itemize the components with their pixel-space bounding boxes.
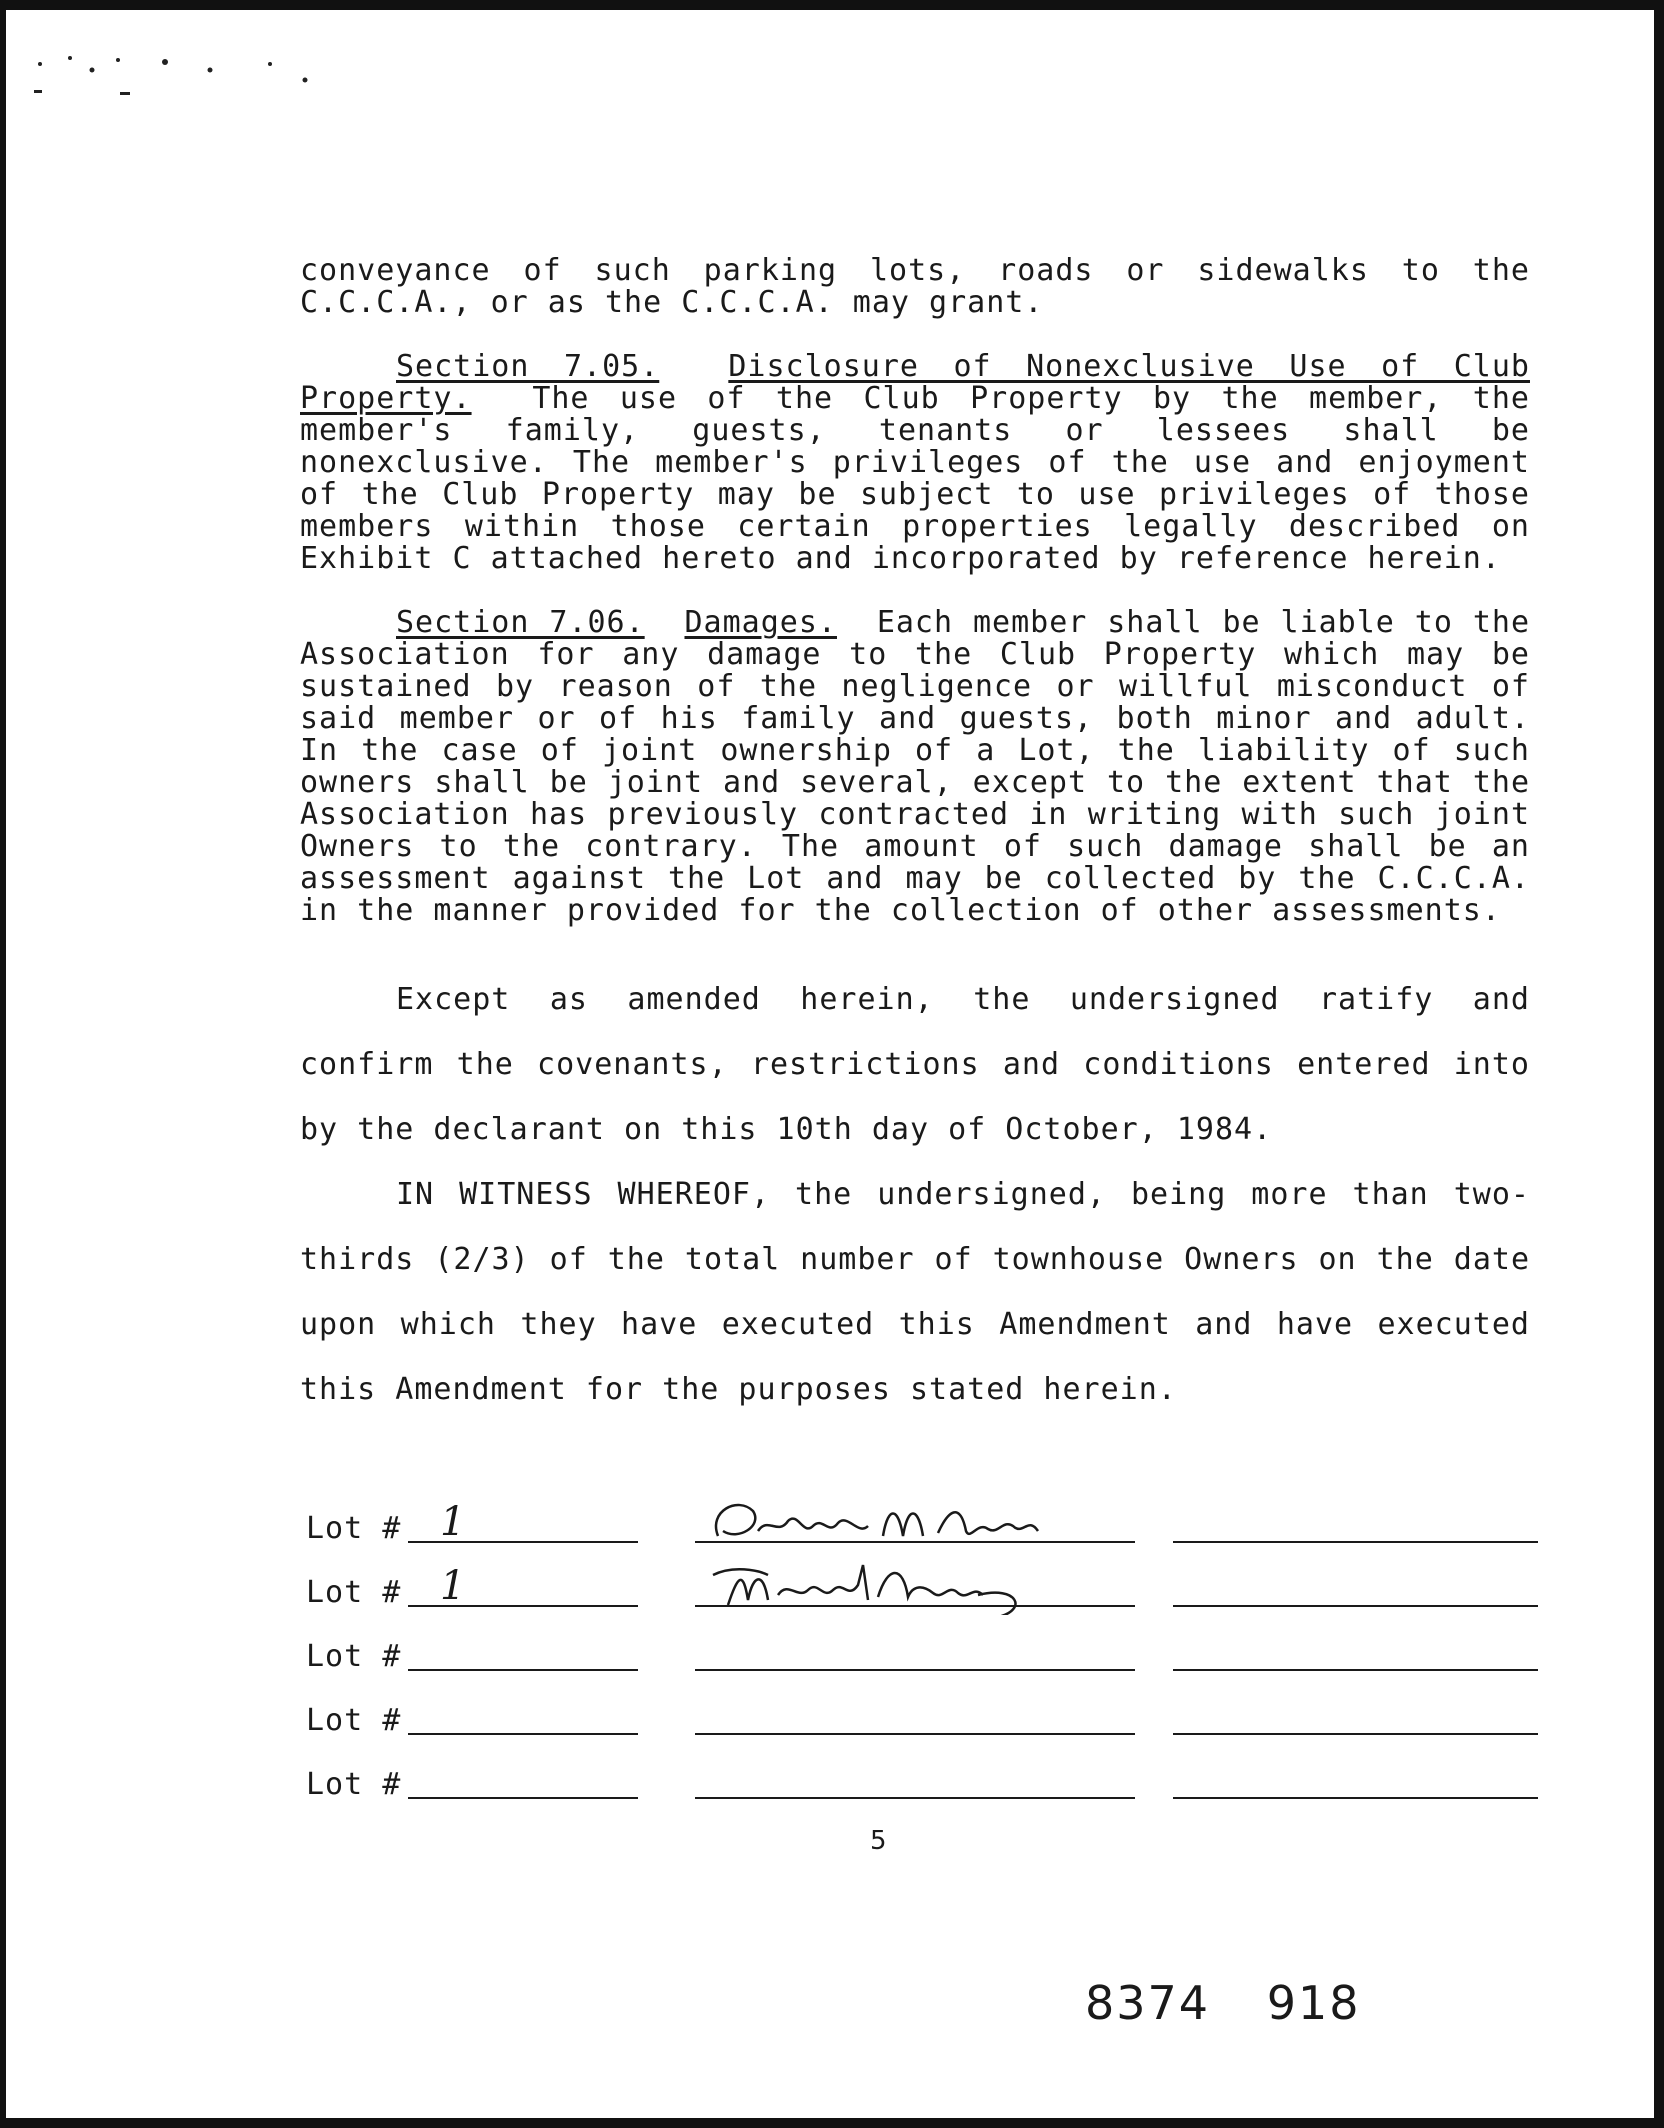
document-body xyxy=(300,255,1530,1422)
signature-row xyxy=(300,1697,1540,1761)
section-7-06-heading: Damages. xyxy=(684,605,837,640)
signature-row xyxy=(300,1563,1540,1633)
signature-row xyxy=(300,1633,1540,1697)
lot-label: Lot # xyxy=(306,1703,402,1738)
ratify-paragraph: Except as amended herein, the undersigned ratify and confirm the covenants, restrictions and conditions entered into by the declarant on this 10th day of October, 1984. xyxy=(300,982,1530,1147)
section-7-06-paragraph xyxy=(300,607,1530,927)
third-column-line xyxy=(1173,1797,1538,1799)
section-7-05-paragraph xyxy=(300,351,1530,575)
signature-line xyxy=(695,1797,1135,1799)
lot-number-value: 1 xyxy=(440,1499,467,1545)
page-number: 5 xyxy=(870,1826,887,1856)
signature-row xyxy=(300,1761,1540,1825)
section-7-06-body: Each member shall be liable to the Association for any damage to the Club Property which may be sustained by reason of the negligence or willful misconduct of said member or of his family and guests, both minor and adult. In the case of joint ownership of a Lot, the liability of such owners shall be joint and several, except to the extent that the Association has previously contracted in writing with such joint Owners to the contrary. The amount of such damage shall be an assessment against the Lot and may be collected by the C.C.C.A. in the manner provided for the collection of other assessments. xyxy=(300,605,1531,928)
lot-label: Lot # xyxy=(306,1575,402,1610)
lot-number-value: 1 xyxy=(440,1563,467,1609)
lot-number-line xyxy=(408,1669,638,1671)
handwritten-signature xyxy=(698,1555,1138,1615)
section-7-05-heading: Disclosure of Nonexclusive Use of Club Property. xyxy=(300,349,1530,416)
carryover-paragraph: conveyance of such parking lots, roads or sidewalks to the C.C.C.A., or as the C.C.C.A. may grant. xyxy=(300,253,1530,320)
third-column-line xyxy=(1173,1669,1538,1671)
section-7-06-number: Section 7.06. xyxy=(396,605,645,640)
document-id: 8374 918 xyxy=(1085,1976,1361,2030)
third-column-line xyxy=(1173,1605,1538,1607)
signature-block xyxy=(300,1499,1540,1825)
scan-specks xyxy=(30,50,330,110)
handwritten-signature xyxy=(698,1491,1138,1551)
lot-number-line xyxy=(408,1733,638,1735)
lot-label: Lot # xyxy=(306,1767,402,1802)
section-7-05-number: Section 7.05. xyxy=(396,349,660,384)
third-column-line xyxy=(1173,1541,1538,1543)
signature-line xyxy=(695,1669,1135,1671)
lot-number-line xyxy=(408,1797,638,1799)
section-7-05-body: The use of the Club Property by the member, the member's family, guests, tenants or lessees shall be nonexclusive. The member's privileges of the use and enjoyment of the Club Property may be subject to use privileges of those members within those certain properties legally described on Exhibit C attached hereto and incorporated by reference herein. xyxy=(300,381,1530,576)
lot-label: Lot # xyxy=(306,1511,402,1546)
lot-label: Lot # xyxy=(306,1639,402,1674)
third-column-line xyxy=(1173,1733,1538,1735)
witness-paragraph: IN WITNESS WHEREOF, the undersigned, being more than two-thirds (2/3) of the total number of townhouse Owners on the date upon which they have executed this Amendment and have executed this Amendment for the purposes stated herein. xyxy=(300,1177,1530,1407)
signature-line xyxy=(695,1733,1135,1735)
